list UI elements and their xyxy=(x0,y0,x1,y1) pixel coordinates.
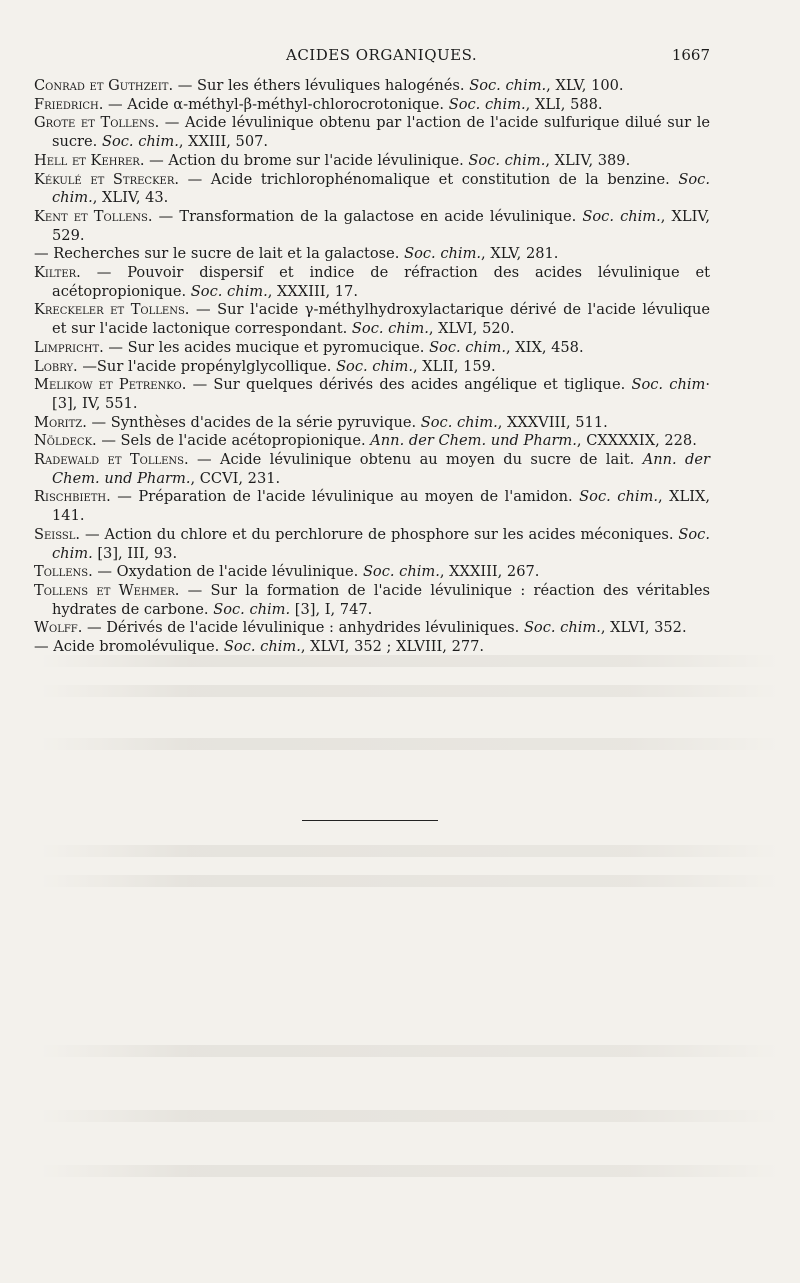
reference-citation: , XXIII, 507. xyxy=(178,133,269,151)
reference-text: — Préparation de l'acide lévulinique au moyen de l'amidon. xyxy=(110,488,580,506)
reference-citation: , CXXXXIX, 228. xyxy=(576,432,697,450)
reference-journal: Ann. der Chem. und Pharm. xyxy=(370,432,577,450)
reference-citation: , XXXIII, 17. xyxy=(267,282,358,300)
reference-text: — Sur les acides mucique et pyromucique. xyxy=(103,338,430,356)
reference-author: Grote et Tollens. xyxy=(34,114,160,132)
show-through xyxy=(40,685,780,697)
reference-journal: Soc. chim. xyxy=(213,600,291,618)
reference-author: Kilter. xyxy=(34,264,81,282)
reference-journal: Soc. chim. xyxy=(223,638,301,656)
reference-journal: Soc. chim. xyxy=(101,133,179,151)
reference-citation: , XIX, 458. xyxy=(506,338,584,356)
reference-author: Rischbieth. xyxy=(34,488,111,506)
reference-journal: Soc. chim. xyxy=(579,488,658,506)
reference-author: Melikow et Petrenko. xyxy=(34,376,187,394)
reference-text: — Acide lévulinique obtenu au moyen du sucre de lait. xyxy=(188,451,643,469)
reference-author: Kreckeler et Tollens. xyxy=(34,301,190,319)
show-through xyxy=(40,875,780,887)
reference-entry xyxy=(34,152,710,171)
reference-text: — Sur quelques dérivés des acides angélique et tiglique. xyxy=(186,376,632,394)
reference-entry xyxy=(34,208,710,245)
section-divider xyxy=(302,820,438,821)
reference-text: —Sur l'acide propénylglycollique. xyxy=(77,357,337,375)
show-through xyxy=(40,1110,780,1122)
reference-journal: Soc. chim. xyxy=(582,207,661,225)
reference-entry xyxy=(34,376,710,413)
reference-entry xyxy=(34,77,710,96)
reference-entry xyxy=(34,638,710,657)
reference-text: — Acide bromolévulique. xyxy=(34,638,224,656)
reference-entry xyxy=(34,451,710,488)
reference-citation: · [3], IV, 551. xyxy=(52,376,710,412)
reference-author: Wolff. xyxy=(34,619,83,637)
reference-author: Kent et Tollens. xyxy=(34,207,153,225)
reference-text: — Dérivés de l'acide lévulinique : anhydrides lévuliniques. xyxy=(82,619,524,637)
reference-journal: Soc. chim. xyxy=(351,320,429,338)
reference-entry xyxy=(34,301,710,338)
reference-text: — Transformation de la galactose en acide lévulinique. xyxy=(152,207,583,225)
reference-author: Radewald et Tollens. xyxy=(34,451,189,469)
reference-author: Hell et Kehrer. xyxy=(34,151,145,169)
reference-text: — Action du brome sur l'acide lévulinique. xyxy=(144,151,469,169)
reference-text: — Sur l'acide γ-méthylhydroxylactarique dérivé de l'acide lévulique et sur l'acide lactonique correspondant. xyxy=(52,301,711,338)
reference-entry xyxy=(34,358,710,377)
reference-journal: Soc. chim. xyxy=(523,619,601,637)
reference-journal: Soc. chim. xyxy=(468,151,546,169)
reference-author: Tollens. xyxy=(34,563,93,581)
reference-text: — Pouvoir dispersif et indice de réfraction des acides lévulinique et acétopropionique. xyxy=(52,264,710,300)
reference-citation: , XLVI, 352. xyxy=(600,619,687,637)
reference-entry xyxy=(34,432,710,451)
reference-text: — Oxydation de l'acide lévulinique. xyxy=(92,563,363,581)
reference-journal: Soc. chim. xyxy=(52,170,710,207)
reference-entry xyxy=(34,245,710,264)
running-title: ACIDES ORGANIQUES. xyxy=(286,46,478,64)
reference-journal: Soc. chim xyxy=(631,376,706,394)
reference-journal: Soc. chim. xyxy=(190,282,268,300)
reference-entry xyxy=(34,488,710,525)
show-through xyxy=(40,1045,780,1057)
reference-text: — Recherches sur le sucre de lait et la galactose. xyxy=(34,245,405,263)
show-through xyxy=(40,655,780,667)
reference-citation: , XLVI, 520. xyxy=(428,320,515,338)
reference-entry xyxy=(34,563,710,582)
reference-journal: Soc. chim. xyxy=(52,525,710,562)
reference-citation: , XLI, 588. xyxy=(525,95,603,113)
reference-entry xyxy=(34,582,710,619)
reference-author: Moritz. xyxy=(34,413,87,431)
reference-author: Friedrich. xyxy=(34,95,104,113)
show-through xyxy=(40,845,780,857)
reference-journal: Ann. der Chem. und Pharm. xyxy=(52,451,710,487)
reference-author: Limpricht. xyxy=(34,338,104,356)
reference-text: — Sur les éthers lévuliques halogénés. xyxy=(173,77,470,94)
reference-author: Tollens et Wehmer. xyxy=(34,581,180,599)
reference-journal: Soc. chim. xyxy=(404,245,482,263)
reference-citation: , XLV, 281. xyxy=(481,245,559,263)
reference-text: — Acide trichlorophénomalique et constitution de la benzine. xyxy=(179,170,679,188)
reference-citation: , CCVI, 231. xyxy=(190,469,281,487)
reference-citation: , XLIV, 529. xyxy=(52,207,711,244)
reference-journal: Soc. chim. xyxy=(420,413,498,431)
reference-journal: Soc. chim. xyxy=(336,357,414,375)
reference-citation: [3], III, 93. xyxy=(92,544,178,562)
reference-author: Nöldeck. xyxy=(34,432,97,450)
reference-text: — Acide lévulinique obtenu par l'action de l'acide sulfurique dilué sur le sucre. xyxy=(52,114,710,151)
reference-citation: , XLV, 100. xyxy=(546,77,624,94)
reference-citation: , XLIX, 141. xyxy=(52,488,710,525)
reference-citation: , XXXVIII, 511. xyxy=(497,413,608,431)
reference-author: Lobry. xyxy=(34,357,78,375)
reference-journal: Soc. chim. xyxy=(469,77,547,94)
reference-entry xyxy=(34,619,710,638)
reference-entry xyxy=(34,526,710,563)
reference-entry xyxy=(34,96,710,115)
reference-entry xyxy=(34,264,710,301)
reference-journal: Soc. chim. xyxy=(362,563,440,581)
reference-citation: , XLIV, 389. xyxy=(545,151,631,169)
reference-text: — Synthèses d'acides de la série pyruvique. xyxy=(86,413,421,431)
show-through xyxy=(40,1165,780,1177)
reference-entry xyxy=(34,171,710,208)
reference-journal: Soc. chim. xyxy=(448,95,526,113)
reference-entry xyxy=(34,339,710,358)
reference-author: Seissl. xyxy=(34,525,81,543)
reference-author: Conrad et Guthzeit. xyxy=(34,77,174,94)
reference-citation: [3], I, 747. xyxy=(290,600,373,618)
running-header xyxy=(0,46,800,72)
page-number: 1667 xyxy=(671,46,710,64)
reference-journal: Soc. chim. xyxy=(429,338,507,356)
bibliography-list xyxy=(34,77,710,657)
reference-text: — Sels de l'acide acétopropionique. xyxy=(96,432,371,450)
reference-text: — Sur la formation de l'acide lévulinique : réaction des véritables hydrates de carbone. xyxy=(52,581,710,618)
reference-entry xyxy=(34,414,710,433)
reference-citation: , XLIV, 43. xyxy=(92,189,169,207)
reference-citation: , XXXIII, 267. xyxy=(439,563,540,581)
reference-entry xyxy=(34,114,710,151)
reference-citation: , XLVI, 352 ; XLVIII, 277. xyxy=(300,638,485,656)
reference-citation: , XLII, 159. xyxy=(413,357,496,375)
reference-text: — Action du chlore et du perchlorure de phosphore sur les acides méconiques. xyxy=(80,525,679,543)
reference-text: — Acide α-méthyl-β-méthyl-chlorocrotonique. xyxy=(103,95,449,113)
reference-author: Kékulé et Strecker. xyxy=(34,170,180,188)
show-through xyxy=(40,738,780,750)
